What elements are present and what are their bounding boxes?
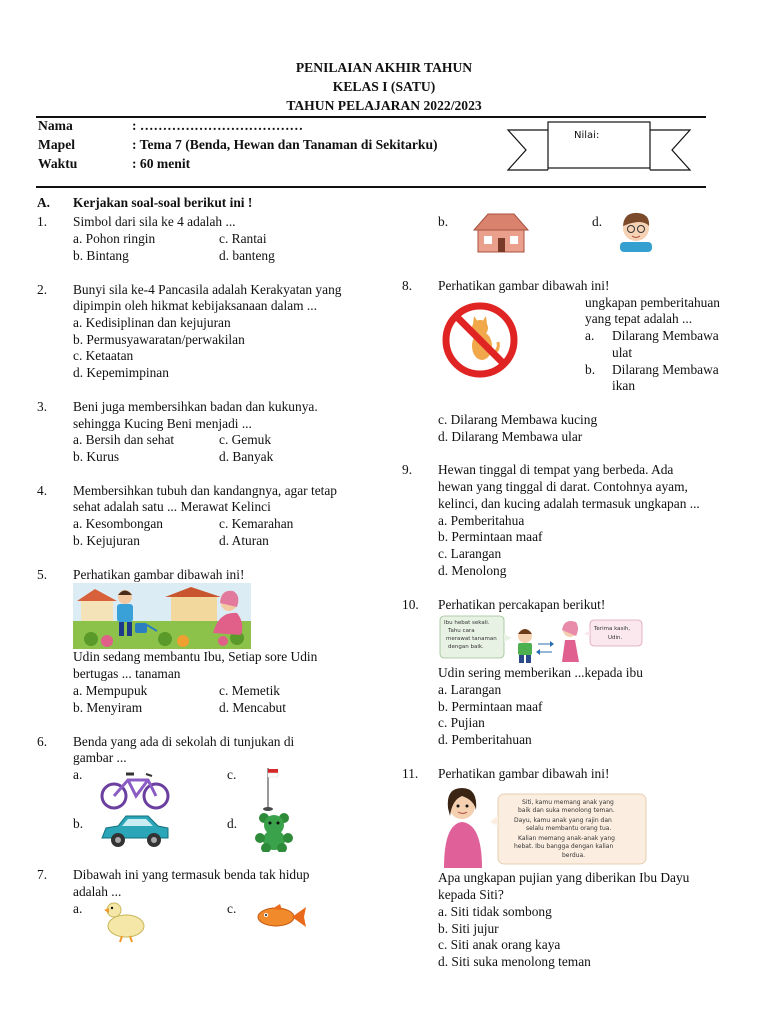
q6-line2: gambar ...	[73, 750, 127, 765]
q3-option-b: b. Kurus	[73, 449, 120, 464]
q8-option-c: c. Dilarang Membawa kucing	[438, 412, 598, 427]
house-icon	[470, 210, 532, 254]
exam-title: PENILAIAN AKHIR TAHUN	[295, 60, 473, 75]
class-title: KELAS I (SATU)	[332, 79, 436, 94]
q11-option-c: c. Siti anak orang kaya	[438, 937, 561, 952]
q2-option-d: d. Kepemimpinan	[73, 365, 169, 380]
q7-option-d: d.	[592, 214, 603, 229]
q9-line3: kelinci, dan kucing adalah termasuk ungkapan ...	[438, 496, 700, 511]
bubble-line: Siti, kamu memang anak yang	[522, 799, 614, 806]
q4-number: 4.	[37, 483, 48, 498]
q8-option-a-line1: Dilarang Membawa	[612, 328, 719, 343]
q9-option-d: d. Menolong	[438, 563, 507, 578]
bubble-right-line: Terima kasih,	[594, 626, 631, 632]
q8-side-line1: ungkapan pemberitahuan	[585, 295, 720, 310]
q6-option-c: c.	[227, 767, 237, 782]
q11-number: 11.	[402, 766, 419, 781]
q4-option-b: b. Kejujuran	[73, 533, 140, 548]
q4-line1: Membersihkan tubuh dan kandangnya, agar tetap	[73, 483, 338, 498]
header-bottom-rule	[36, 186, 706, 188]
q9-option-c: c. Larangan	[438, 546, 502, 561]
q7-option-b: b.	[438, 214, 449, 229]
teacher-praise-illustration	[438, 782, 648, 868]
q8-number: 8.	[402, 278, 413, 293]
q7-option-a: a.	[73, 901, 83, 916]
q4-option-c: c. Kemarahan	[219, 516, 294, 531]
q10-line1: Udin sering memberikan ...kepada ibu	[438, 665, 643, 680]
q10-option-b: b. Permintaan maaf	[438, 699, 543, 714]
q2-line2: dipimpin oleh hikmat kebijaksanaan dalam ...	[73, 298, 317, 313]
q11-line2: kepada Siti?	[438, 887, 504, 902]
q10-number: 10.	[402, 597, 419, 612]
q1-option-b: b. Bintang	[73, 248, 129, 263]
q9-line1: Hewan tinggal di tempat yang berbeda. Ada	[438, 462, 674, 477]
q10-text: Perhatikan percakapan berikut!	[438, 597, 606, 612]
q3-line2: sehingga Kucing Beni menjadi ...	[73, 416, 252, 431]
bubble-line: hebat. Ibu bangga dengan kalian	[514, 843, 614, 850]
section-instruction: Kerjakan soal-soal berikut ini !	[73, 195, 253, 210]
duck-icon	[100, 898, 150, 944]
car-icon	[98, 810, 172, 850]
q6-line1: Benda yang ada di sekolah di tunjukan di	[73, 734, 295, 749]
q9-option-a: a. Pemberitahua	[438, 513, 525, 528]
q7-option-c: c.	[227, 901, 237, 916]
watering-plants-illustration	[73, 583, 251, 649]
q4-option-a: a. Kesombongan	[73, 516, 163, 531]
boy-portrait-icon	[614, 208, 658, 252]
teddy-bear-icon	[250, 810, 298, 852]
q10-option-c: c. Pujian	[438, 715, 485, 730]
q6-option-a: a.	[73, 767, 83, 782]
nama-field: : ………………………………	[132, 118, 304, 133]
bubble-line: Dayu, kamu anak yang rajin dan	[514, 817, 612, 824]
q11-option-a: a. Siti tidak sombong	[438, 904, 552, 919]
q8-option-a-line2: ulat	[612, 345, 633, 360]
flagpole-icon	[256, 766, 280, 812]
q5-option-d: d. Mencabut	[219, 700, 286, 715]
q2-option-b: b. Permusyawaratan/perwakilan	[73, 332, 245, 347]
q1-number: 1.	[37, 214, 48, 229]
q8-option-b-line2: ikan	[612, 378, 636, 393]
q5-option-a: a. Mempupuk	[73, 683, 148, 698]
bubble-line: baik dan suka menolong teman.	[518, 807, 615, 814]
bubble-left-line: Tahu cara	[448, 628, 475, 634]
bubble-left-line: Ibu hebat sekali.	[444, 620, 490, 626]
q8-option-b-line1: Dilarang Membawa	[612, 362, 719, 377]
q8-side-line2: yang tepat adalah ...	[585, 311, 693, 326]
bubble-left-line: merawat tanaman	[446, 636, 497, 642]
q8-option-d: d. Dilarang Membawa ular	[438, 429, 583, 444]
q7-line2: adalah ...	[73, 884, 122, 899]
section-letter: A.	[37, 195, 51, 210]
q8-option-b-letter: b.	[585, 362, 596, 377]
nilai-label: Nilai:	[574, 130, 600, 141]
year-title: TAHUN PELAJARAN 2022/2023	[286, 98, 482, 113]
q10-option-d: d. Pemberitahuan	[438, 732, 532, 747]
q2-option-a: a. Kedisiplinan dan kejujuran	[73, 315, 231, 330]
no-cats-sign-icon	[438, 302, 522, 378]
q6-option-b: b.	[73, 816, 84, 831]
q2-option-c: c. Ketaatan	[73, 348, 134, 363]
waktu-label: Waktu	[38, 156, 78, 171]
q5-number: 5.	[37, 567, 48, 582]
q3-option-c: c. Gemuk	[219, 432, 272, 447]
q5-line1: Udin sedang membantu Ibu, Setiap sore Udin	[73, 649, 318, 664]
q8-option-a-letter: a.	[585, 328, 595, 343]
q9-number: 9.	[402, 462, 413, 477]
q2-number: 2.	[37, 282, 48, 297]
mapel-value: : Tema 7 (Benda, Hewan dan Tanaman di Sekitarku)	[132, 137, 438, 152]
q6-option-d: d.	[227, 816, 238, 831]
q6-number: 6.	[37, 734, 48, 749]
q11-text: Perhatikan gambar dibawah ini!	[438, 766, 610, 781]
mapel-label: Mapel	[38, 137, 75, 152]
nilai-ribbon-icon	[506, 120, 692, 176]
q10-option-a: a. Larangan	[438, 682, 502, 697]
q9-option-b: b. Permintaan maaf	[438, 529, 543, 544]
q1-option-a: a. Pohon ringin	[73, 231, 156, 246]
q1-option-c: c. Rantai	[219, 231, 267, 246]
bicycle-icon	[100, 768, 172, 812]
bubble-left-line: dengan baik.	[448, 644, 484, 650]
q1-text: Simbol dari sila ke 4 adalah ...	[73, 214, 236, 229]
q3-line1: Beni juga membersihkan badan dan kukunya.	[73, 399, 318, 414]
q11-option-d: d. Siti suka menolong teman	[438, 954, 591, 969]
bubble-right-line: Udin.	[608, 635, 623, 641]
fish-icon	[252, 902, 308, 932]
q3-number: 3.	[37, 399, 48, 414]
q1-option-d: d. banteng	[219, 248, 275, 263]
waktu-value: : 60 menit	[132, 156, 191, 171]
q5-text: Perhatikan gambar dibawah ini!	[73, 567, 245, 582]
q5-option-b: b. Menyiram	[73, 700, 143, 715]
q11-option-b: b. Siti jujur	[438, 921, 499, 936]
q11-line1: Apa ungkapan pujian yang diberikan Ibu Dayu	[438, 870, 690, 885]
q7-number: 7.	[37, 867, 48, 882]
q7-line1: Dibawah ini yang termasuk benda tak hidup	[73, 867, 310, 882]
q3-option-d: d. Banyak	[219, 449, 274, 464]
q5-option-c: c. Memetik	[219, 683, 280, 698]
bubble-line: berdua.	[562, 852, 586, 859]
q4-option-d: d. Aturan	[219, 533, 269, 548]
q2-line1: Bunyi sila ke-4 Pancasila adalah Kerakyatan yang	[73, 282, 342, 297]
q8-text: Perhatikan gambar dibawah ini!	[438, 278, 610, 293]
conversation-illustration	[438, 614, 644, 666]
bubble-line: selalu membantu orang tua.	[526, 825, 612, 832]
q4-line2: sehat adalah satu ... Merawat Kelinci	[73, 499, 271, 514]
q9-line2: hewan yang tinggal di darat. Contohnya ayam,	[438, 479, 688, 494]
bubble-line: Kalian memang anak-anak yang	[518, 835, 615, 842]
q5-line2: bertugas ... tanaman	[73, 666, 181, 681]
q3-option-a: a. Bersih dan sehat	[73, 432, 175, 447]
nama-label: Nama	[38, 118, 73, 133]
